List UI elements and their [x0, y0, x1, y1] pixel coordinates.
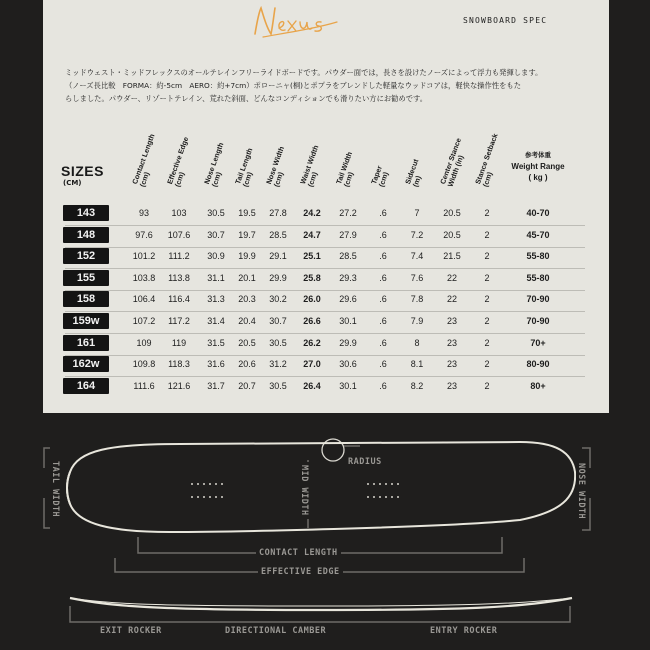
cell-stance-setback: 2	[484, 359, 490, 370]
col-header-nose-width: Nose Width (cm)	[264, 145, 286, 188]
cell-tail-width: 30.6	[339, 359, 357, 370]
spec-card	[43, 0, 609, 413]
cell-tail-length: 20.5	[238, 337, 256, 348]
radius-label: RADIUS	[345, 457, 385, 467]
spec-label: SNOWBOARD SPEC	[463, 16, 548, 25]
cell-sidecut: 7.9	[410, 316, 424, 326]
cell-contact-length: 103.8	[132, 272, 156, 283]
cell-weight-range: 55-80	[526, 251, 550, 262]
size-badge: 162w	[63, 356, 109, 372]
cell-tail-length: 20.6	[238, 359, 256, 370]
cell-weight-range: 70-90	[526, 294, 550, 305]
cell-taper: .6	[379, 359, 387, 370]
weight-header	[498, 150, 578, 182]
cell-effective-edge: 117.2	[168, 316, 190, 326]
cell-contact-length: 107.2	[132, 316, 156, 326]
cell-waist-width: 26.2	[303, 337, 321, 348]
col-header-waist-width: Waist Width (cm)	[298, 143, 321, 188]
cell-effective-edge: 107.6	[167, 229, 191, 240]
col-header-effective-edge: Effective Edge (cm)	[165, 135, 191, 188]
cell-nose-length: 31.3	[207, 294, 225, 305]
cell-tail-width: 30.1	[339, 380, 357, 391]
cell-tail-width: 27.2	[339, 208, 357, 218]
cell-taper: .6	[379, 337, 387, 348]
sizes-unit: (CM)	[63, 179, 82, 187]
cell-weight-range: 80-90	[526, 359, 550, 370]
table-row	[43, 290, 609, 308]
cell-effective-edge: 103	[171, 208, 187, 218]
cell-taper: .6	[379, 294, 387, 305]
cell-waist-width: 25.8	[303, 272, 321, 283]
cell-nose-length: 31.5	[207, 337, 225, 348]
cell-nose-length: 31.6	[207, 359, 225, 370]
cell-effective-edge: 121.6	[167, 380, 191, 391]
cell-contact-length: 106.4	[132, 294, 156, 305]
nose-width-label: NOSE WIDTH	[576, 460, 586, 522]
cell-center-stance-width: 23	[446, 316, 457, 326]
size-badge: 159w	[63, 313, 109, 329]
cell-waist-width: 25.1	[303, 251, 321, 262]
cell-stance-setback: 2	[484, 272, 490, 283]
cell-tail-width: 28.5	[339, 251, 357, 262]
cell-weight-range: 80+	[530, 380, 546, 391]
cell-nose-width: 28.5	[269, 229, 287, 240]
cell-taper: .6	[379, 272, 387, 283]
cell-waist-width: 27.0	[303, 359, 321, 370]
cell-stance-setback: 2	[484, 251, 490, 262]
cell-stance-setback: 2	[484, 380, 490, 391]
weight-header-label: Weight Range	[511, 162, 565, 171]
size-badge: 161	[63, 335, 109, 351]
table-row	[43, 355, 609, 373]
cell-taper: .6	[379, 229, 387, 240]
mid-width-label: MID WIDTH	[299, 462, 309, 519]
size-badge: 155	[63, 270, 109, 286]
cell-nose-width: 31.2	[269, 359, 287, 370]
description: ミッドウェスト・ミッドフレックスのオールテレインフリーライドボードです。パウダー面では，長さを設けたノーズによって浮力も発揮します。 （ノーズ長比較 FORMA：約-5cm AERO：約+7cm）ポローニャ(桐)とポプラをブレンドした軽量なウッドコアは，軽快な操作性をもた らしました。パウダー、リゾートテレイン、荒れた斜面、どんなコンディションでも滑りたい方にお勧めです。	[65, 68, 543, 103]
table-row	[43, 312, 609, 330]
table-row	[43, 269, 609, 287]
cell-tail-length: 20.4	[238, 316, 256, 326]
tail-width-label: TAIL WIDTH	[50, 458, 60, 520]
cell-taper: .6	[379, 251, 387, 262]
cell-center-stance-width: 20.5	[443, 229, 461, 240]
cell-tail-length: 20.7	[238, 380, 256, 391]
cell-sidecut: 7	[414, 208, 420, 218]
nexus-logo	[251, 4, 341, 40]
sizes-label: SIZES	[61, 163, 104, 179]
cell-waist-width: 26.0	[303, 294, 321, 305]
board-diagram-svg	[0, 420, 650, 650]
cell-stance-setback: 2	[484, 208, 490, 218]
cell-contact-length: 93	[138, 208, 149, 218]
weight-header-unit: ( kg )	[528, 173, 548, 182]
table-row	[43, 204, 609, 222]
cell-nose-width: 30.7	[269, 316, 287, 326]
cell-sidecut: 7.2	[410, 229, 424, 240]
board-outline	[67, 442, 575, 532]
cell-tail-length: 19.7	[238, 229, 256, 240]
cell-weight-range: 55-80	[526, 272, 550, 283]
table-row	[43, 377, 609, 395]
size-badge: 164	[63, 378, 109, 394]
effective-edge-label: EFFECTIVE EDGE	[258, 567, 343, 577]
contact-length-label: CONTACT LENGTH	[256, 548, 341, 558]
cell-sidecut: 7.4	[410, 251, 424, 262]
cell-weight-range: 45-70	[526, 229, 550, 240]
cell-sidecut: 8	[414, 337, 420, 348]
cell-nose-width: 30.5	[269, 337, 287, 348]
cell-center-stance-width: 20.5	[443, 208, 461, 218]
size-badge: 152	[63, 248, 109, 264]
cell-tail-width: 29.6	[339, 294, 357, 305]
cell-stance-setback: 2	[484, 337, 490, 348]
cell-center-stance-width: 22	[446, 272, 457, 283]
cell-taper: .6	[379, 208, 387, 218]
col-header-tail-width: Tail Width (cm)	[334, 150, 356, 188]
cell-tail-length: 20.1	[238, 272, 256, 283]
cell-nose-width: 30.2	[269, 294, 287, 305]
cell-tail-width: 30.1	[339, 316, 357, 326]
cell-tail-length: 19.5	[238, 208, 256, 218]
cell-contact-length: 109	[136, 337, 152, 348]
col-header-tail-length: Tail Length (cm)	[233, 146, 255, 188]
col-header-contact-length: Contact Length (cm)	[130, 132, 157, 188]
cell-center-stance-width: 23	[446, 380, 457, 391]
exit-rocker-label: EXIT ROCKER	[97, 626, 165, 636]
entry-rocker-label: ENTRY ROCKER	[427, 626, 500, 636]
cell-nose-width: 29.9	[269, 272, 287, 283]
cell-taper: .6	[379, 316, 387, 326]
directional-camber-label: DIRECTIONAL CAMBER	[222, 626, 329, 636]
cell-waist-width: 24.7	[303, 229, 321, 240]
cell-waist-width: 24.2	[303, 208, 321, 218]
cell-effective-edge: 118.3	[168, 359, 190, 370]
cell-nose-length: 31.4	[207, 316, 225, 326]
col-header-nose-length: Nose Length (cm)	[202, 141, 226, 188]
cell-sidecut: 7.8	[410, 294, 424, 305]
size-badge: 158	[63, 291, 109, 307]
cell-sidecut: 8.1	[410, 359, 424, 370]
cell-contact-length: 97.6	[135, 229, 153, 240]
col-header-sidecut: Sidecut (m)	[403, 157, 423, 188]
cell-waist-width: 26.6	[303, 316, 321, 326]
board-diagram	[0, 420, 650, 650]
cell-nose-width: 27.8	[269, 208, 287, 218]
cell-sidecut: 8.2	[410, 380, 424, 391]
sizes-header	[61, 163, 104, 187]
cell-nose-length: 30.9	[207, 251, 225, 262]
cell-effective-edge: 113.8	[168, 272, 190, 283]
cell-contact-length: 101.2	[132, 251, 156, 262]
cell-weight-range: 70+	[530, 337, 546, 348]
cell-taper: .6	[379, 380, 387, 391]
cell-weight-range: 70-90	[526, 316, 550, 326]
col-header-stance-setback: Stance Setback (cm)	[473, 132, 500, 188]
cell-tail-width: 29.3	[339, 272, 357, 283]
cell-tail-length: 20.3	[238, 294, 256, 305]
cell-stance-setback: 2	[484, 316, 490, 326]
cell-center-stance-width: 23	[446, 359, 457, 370]
col-header-center-stance-width: Center Stance Width (in)	[438, 136, 466, 188]
cell-sidecut: 7.6	[410, 272, 424, 283]
cell-effective-edge: 116.4	[168, 294, 190, 305]
cell-contact-length: 111.6	[133, 380, 155, 391]
size-badge: 148	[63, 227, 109, 243]
cell-tail-width: 27.9	[339, 229, 357, 240]
cell-nose-length: 30.5	[207, 208, 225, 218]
col-header-taper: Taper (cm)	[369, 164, 391, 188]
cell-nose-length: 30.7	[207, 229, 225, 240]
weight-header-jp: 参考体重	[525, 151, 551, 159]
cell-center-stance-width: 22	[446, 294, 457, 305]
cell-center-stance-width: 21.5	[443, 251, 461, 262]
cell-waist-width: 26.4	[303, 380, 321, 391]
cell-nose-length: 31.1	[207, 272, 225, 283]
cell-effective-edge: 111.2	[168, 251, 190, 262]
cell-contact-length: 109.8	[132, 359, 156, 370]
table-row	[43, 247, 609, 265]
cell-tail-width: 29.9	[339, 337, 357, 348]
cell-nose-width: 29.1	[269, 251, 287, 262]
cell-stance-setback: 2	[484, 294, 490, 305]
cell-tail-length: 19.9	[238, 251, 256, 262]
cell-weight-range: 40-70	[526, 208, 550, 218]
cell-center-stance-width: 23	[446, 337, 457, 348]
size-badge: 143	[63, 205, 109, 221]
table-row	[43, 226, 609, 244]
cell-stance-setback: 2	[484, 229, 490, 240]
cell-nose-length: 31.7	[207, 380, 225, 391]
cell-nose-width: 30.5	[269, 380, 287, 391]
table-row	[43, 334, 609, 352]
cell-effective-edge: 119	[171, 337, 187, 348]
